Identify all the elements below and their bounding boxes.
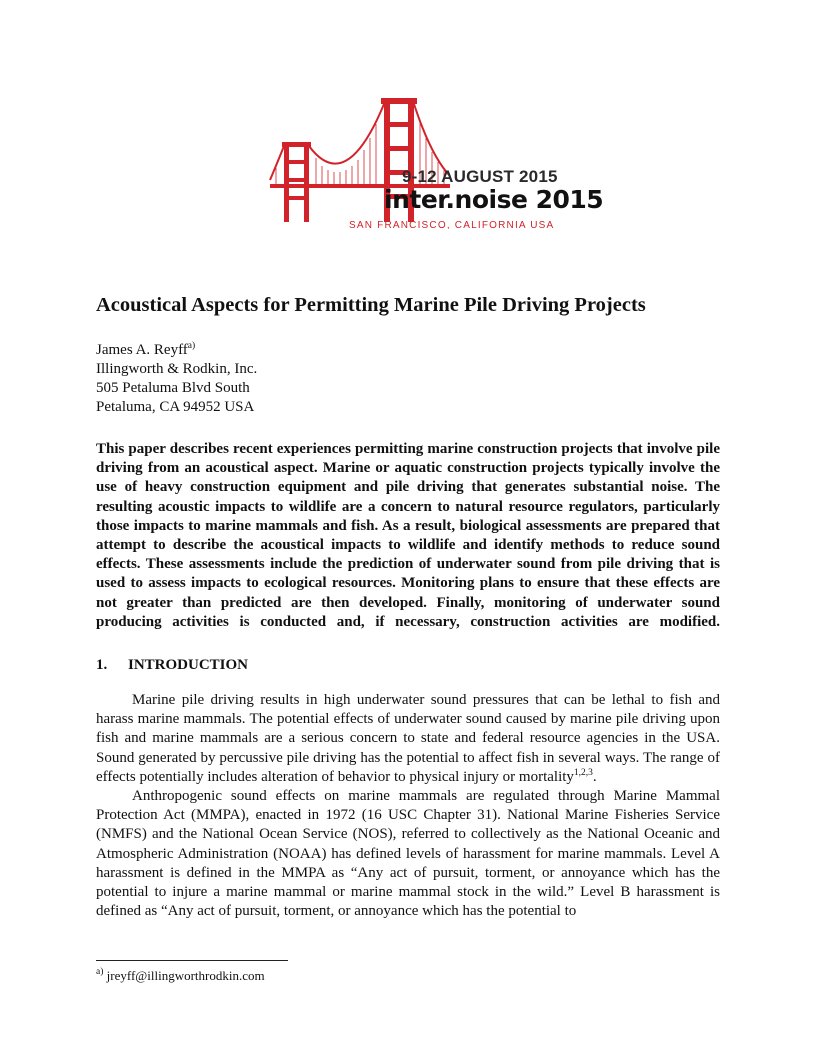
footnote-email: jreyff@illingworthrodkin.com	[106, 968, 265, 983]
body-paragraph	[96, 691, 720, 787]
author-address-line2: Petaluma, CA 94952 USA	[96, 399, 255, 415]
author-affiliation: Illingworth & Rodkin, Inc.	[96, 361, 258, 377]
section-body	[96, 691, 720, 921]
citation-refs: 1,2,3	[573, 767, 593, 778]
paragraph-text: Marine pile driving results in high underwater sound pressures that can be lethal to fish and harass marine mammals. The potential effects of underwater sound caused by marine pile driving upon fish and marine mammals are a serious concern to state and federal resource agencies in the USA. Sound generated by percussive pile driving has the potential to affect fish in several ways. The range of effects potentially includes alteration of behavior to physical injury or mortality	[96, 692, 720, 785]
author-footnote-marker: a)	[187, 341, 196, 351]
section-title: INTRODUCTION	[128, 657, 249, 673]
section-heading	[96, 657, 248, 674]
conference-logo	[266, 96, 604, 234]
logo-brand: inter.noise 2015	[384, 185, 604, 214]
section-number: 1.	[96, 657, 108, 673]
author-name	[96, 341, 257, 360]
footnote	[96, 968, 265, 984]
author-address-line1: 505 Petaluma Blvd South	[96, 380, 250, 396]
author-block	[96, 341, 257, 417]
paper-title: Acoustical Aspects for Permitting Marine Pile Driving Projects	[96, 294, 646, 316]
footnote-divider	[96, 960, 288, 961]
paragraph-end: .	[592, 768, 597, 785]
body-paragraph: Anthropogenic sound effects on marine mammals are regulated through Marine Mammal Protection Act (MMPA), enacted in 1972 (16 USC Chapter 31). National Marine Fisheries Service (NMFS) and the National Ocean Service (NOS), referred to collectively as the National Oceanic and Atmospheric Administration (NOAA) has defined levels of harassment for marine mammals. Level A harassment is defined in the MMPA as “Any act of pursuit, torment, or annoyance which has the potential to injure a marine mammal or marine mammal stock in the wild.” Level B harassment is defined as “Any act of pursuit, torment, or annoyance which has the potential to	[96, 788, 720, 920]
footnote-marker: a)	[96, 967, 104, 977]
author-name-text: James A. Reyff	[96, 342, 188, 358]
logo-city: SAN FRANCISCO, CALIFORNIA USA	[349, 220, 555, 229]
abstract: This paper describes recent experiences permitting marine construction projects that involve pile driving from an acoustical aspect. Marine or aquatic construction projects typically involve the use of heavy construction equipment and pile driving that generates substantial noise. The resulting acoustic impacts to wildlife are a concern to natural resource regulators, particularly those impacts to marine mammals and fish. As a result, biological assessments are prepared that attempt to describe the acoustical impacts to wildlife and identify methods to reduce sound effects. These assessments include the prediction of underwater sound from pile driving that is used to assess impacts to ecological resources. Monitoring plans to ensure that these effects are not greater than predicted are then developed. Finally, monitoring of underwater sound producing activities is conducted and, if necessary, construction activities are modified.	[96, 441, 720, 630]
logo-date: 9-12 AUGUST 2015	[402, 167, 558, 186]
